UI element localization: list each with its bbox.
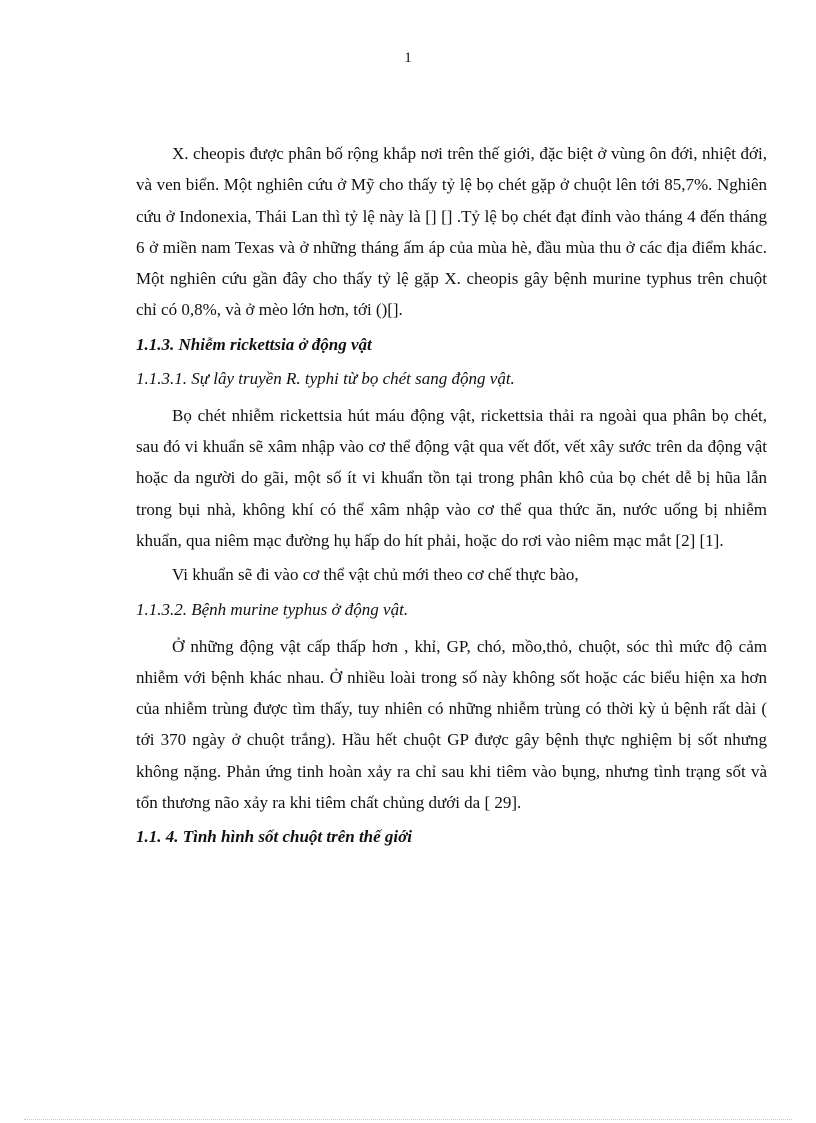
section-heading-1-1-3: 1.1.3. Nhiễm rickettsia ở động vật (136, 334, 372, 354)
paragraph-transmission: Bọ chét nhiễm rickettsia hút máu động vật, rickettsia thải ra ngoài qua phân bọ chét, sau đó vi khuẩn sẽ xâm nhập vào cơ thể động vật qua vết đốt, vết xây sước trên da động vật hoặc da người do gãi, một số ít vi khuẩn tồn tại trong phân khô của bọ chét dễ bị hũa lẫn trong bụi nhà, không khí có thể xâm nhập vào cơ thể qua thức ăn, nước uống bị nhiễm khuẩn, qua niêm mạc đường hụ hấp do hít phải, hoặc do rơi vào niêm mạc mắt [2] [1]. (136, 405, 767, 550)
document-body (136, 138, 767, 852)
paragraph-xcheopis-distribution: X. cheopis được phân bố rộng khắp nơi trên thế giới, đặc biệt ở vùng ôn đới, nhiệt đới, và ven biển. Một nghiên cứu ở Mỹ cho thấy tỷ lệ bọ chét gặp ở chuột lên tới 85,7%. Nghiên cứu ở Indonexia, Thái Lan thì tỷ lệ này là [] [] .Tỷ lệ bọ chét đạt đỉnh vào tháng 4 đến tháng 6 ở miền nam Texas và ở những tháng ấm áp của mùa hè, đầu mùa thu ở các địa điểm khác. Một nghiên cứu gần đây cho thấy tỷ lệ gặp X. cheopis gây bệnh murine typhus trên chuột chỉ có 0,8%, và ở mèo lớn hơn, tới ()[]. (136, 144, 767, 320)
section-heading-1-1-4: 1.1. 4. Tình hình sốt chuột trên thế giới (136, 827, 413, 847)
page-number: 1 (404, 50, 412, 66)
paragraph-murine-typhus-animals: Ở những động vật cấp thấp hơn , khỉ, GP, chó, mồo,thỏ, chuột, sóc thì mức độ cảm nhiễm với bệnh khác nhau. Ở nhiều loài trong số này không sốt hoặc các biểu hiện xa hơn của nhiễm trùng được tìm thấy, tuy nhiên có những nhiễm trùng có thời kỳ ủ bệnh rất dài ( tới 370 ngày ở chuột trắng). Hầu hết chuột GP được gây bệnh thực nghiệm bị sốt nhưng không nặng. Phản ứng tinh hoàn xảy ra chỉ sau khi tiêm vào bụng, nhưng tình trạng sốt và tổn thương não xảy ra khi tiêm chất chủng dưới da [ 29]. (136, 636, 767, 813)
subsection-heading-1-1-3-1: 1.1.3.1. Sự lây truyền R. typhi từ bọ chét sang động vật. (136, 368, 515, 388)
subsection-heading-1-1-3-2: 1.1.3.2. Bệnh murine typhus ở động vật. (136, 599, 409, 619)
page-bottom-divider (24, 1119, 792, 1120)
paragraph-phagocytosis: Vi khuẩn sẽ đi vào cơ thể vật chủ mới theo cơ chế thực bào, (172, 565, 579, 585)
